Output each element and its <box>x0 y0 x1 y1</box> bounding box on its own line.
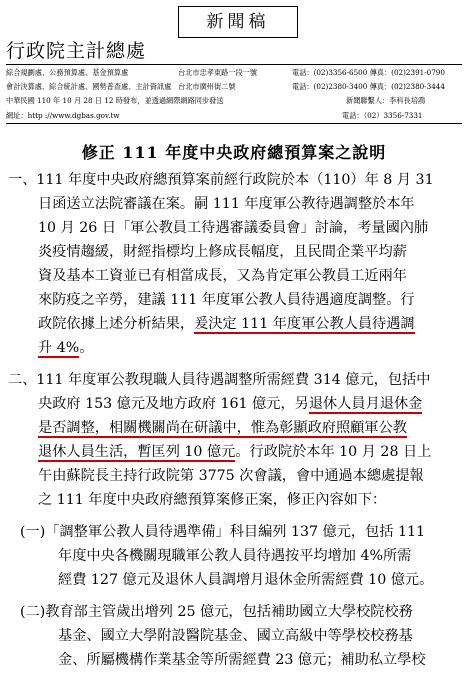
text-line: (二)教育部主管歲出增列 25 億元，包括補助國立大學校院校務 <box>20 604 413 620</box>
text-line-part <box>38 336 93 360</box>
text-run: 央政府 153 億元及地方政府 161 億元，另 <box>38 396 309 412</box>
document-title: 修正 111 年度中央政府總預算案之說明 <box>81 143 387 162</box>
text-line: 之 111 年度中央政府總預算案修正案，修正內容如下： <box>38 492 387 508</box>
header-bottom-divider <box>6 123 462 124</box>
text-line-part <box>38 416 407 440</box>
text-line: (一)「調整軍公教人員待遇準備」科目編列 137 億元，包括 111 <box>20 524 426 540</box>
text-line: 年度中央各機關現職軍公教人員待遇按平均增加 4%所需 <box>58 548 412 564</box>
press-release-header <box>6 2 462 128</box>
text-line: 一、111 年度中央政府總預算案前經行政院於本（110）年 8 月 31 <box>8 172 434 188</box>
website-link[interactable]: 網址：http ://www.dgbas.gov.tw <box>6 111 120 120</box>
text-line: 資及基本工資並已有相當成長，又為肯定軍公教員工近兩年 <box>38 268 407 284</box>
highlighted-text: 退休人員生活，暫匡列 10 億元 <box>38 444 236 460</box>
office-list-1: 綜合規劃處、公務預算處、基金預算處 <box>6 68 129 77</box>
text-line: 金、所屬機構作業基金等所需經費 23 億元；補助私立學校 <box>58 652 426 668</box>
office-list-2: 會計決算處、綜合統計處、國勢普查處、主計資訊處 <box>6 82 172 91</box>
text-line: 來防疫之辛勞，建議 111 年度軍公教人員待遇適度調整。行 <box>38 292 415 308</box>
highlighted-text: 爰決定 111 年度軍公教人員待遇調 <box>194 316 415 332</box>
press-release-stamp: 新聞稿 <box>178 6 298 38</box>
text-line: 經費 127 億元及退休人員調增月退休金所需經費 10 億元。 <box>58 572 434 588</box>
highlighted-text: 升 4% <box>38 340 80 356</box>
header-divider <box>6 64 462 65</box>
text-line-part <box>38 440 431 464</box>
contact-2: 電話：(02)2380-3400 傳真：(02)2380-3444 <box>292 82 445 91</box>
press-contact-phone: 電話：（02）3356-7331 <box>342 111 423 120</box>
highlighted-text: 退休人員月退休金 <box>308 396 423 412</box>
contact-1: 電話：(02)3356-6500 傳真：(02)2391-0790 <box>292 68 445 77</box>
address-2: 台北市廣州街二號 <box>178 82 236 91</box>
text-line: 基金、國立大學附設醫院基金、國立高級中等學校校務基 <box>58 628 413 644</box>
text-line-part <box>38 312 415 336</box>
text-line-part <box>38 392 422 416</box>
text-line: 二、111 年度軍公教現職人員待遇調整所需經費 314 億元，包括中 <box>8 372 431 388</box>
text-run: 。 <box>79 340 94 356</box>
text-line: 10 月 26 日「軍公教員工待遇審議委員會」討論，考量國內肺 <box>38 220 429 236</box>
press-contact: 新聞聯繫人：李科長培鴻 <box>346 96 426 105</box>
highlighted-text: 是否調整，相關機關尚在研議中，惟為彰顯政府照顧軍公教 <box>38 420 407 436</box>
address-1: 台北市忠孝東路一段一號 <box>178 68 258 77</box>
agency-name: 行政院主計總處 <box>6 40 147 62</box>
text-run: 政院依據上述分析結果， <box>38 316 195 332</box>
text-line: 午由蘇院長主持行政院第 3775 次會議，會中通過本總處提報 <box>38 468 424 484</box>
text-line: 日函送立法院審議在案。嗣 111 年度軍公教待遇調整於本年 <box>38 196 415 212</box>
release-time: 中華民國 110 年 10 月 28 日 12 時發布，並透過網際網路同步發送 <box>6 96 224 105</box>
text-line: 炎疫情趨緩，財經指標均上修成長幅度，且民間企業平均薪 <box>38 244 407 260</box>
text-run: 。行政院於本年 10 月 28 日上 <box>235 444 432 460</box>
